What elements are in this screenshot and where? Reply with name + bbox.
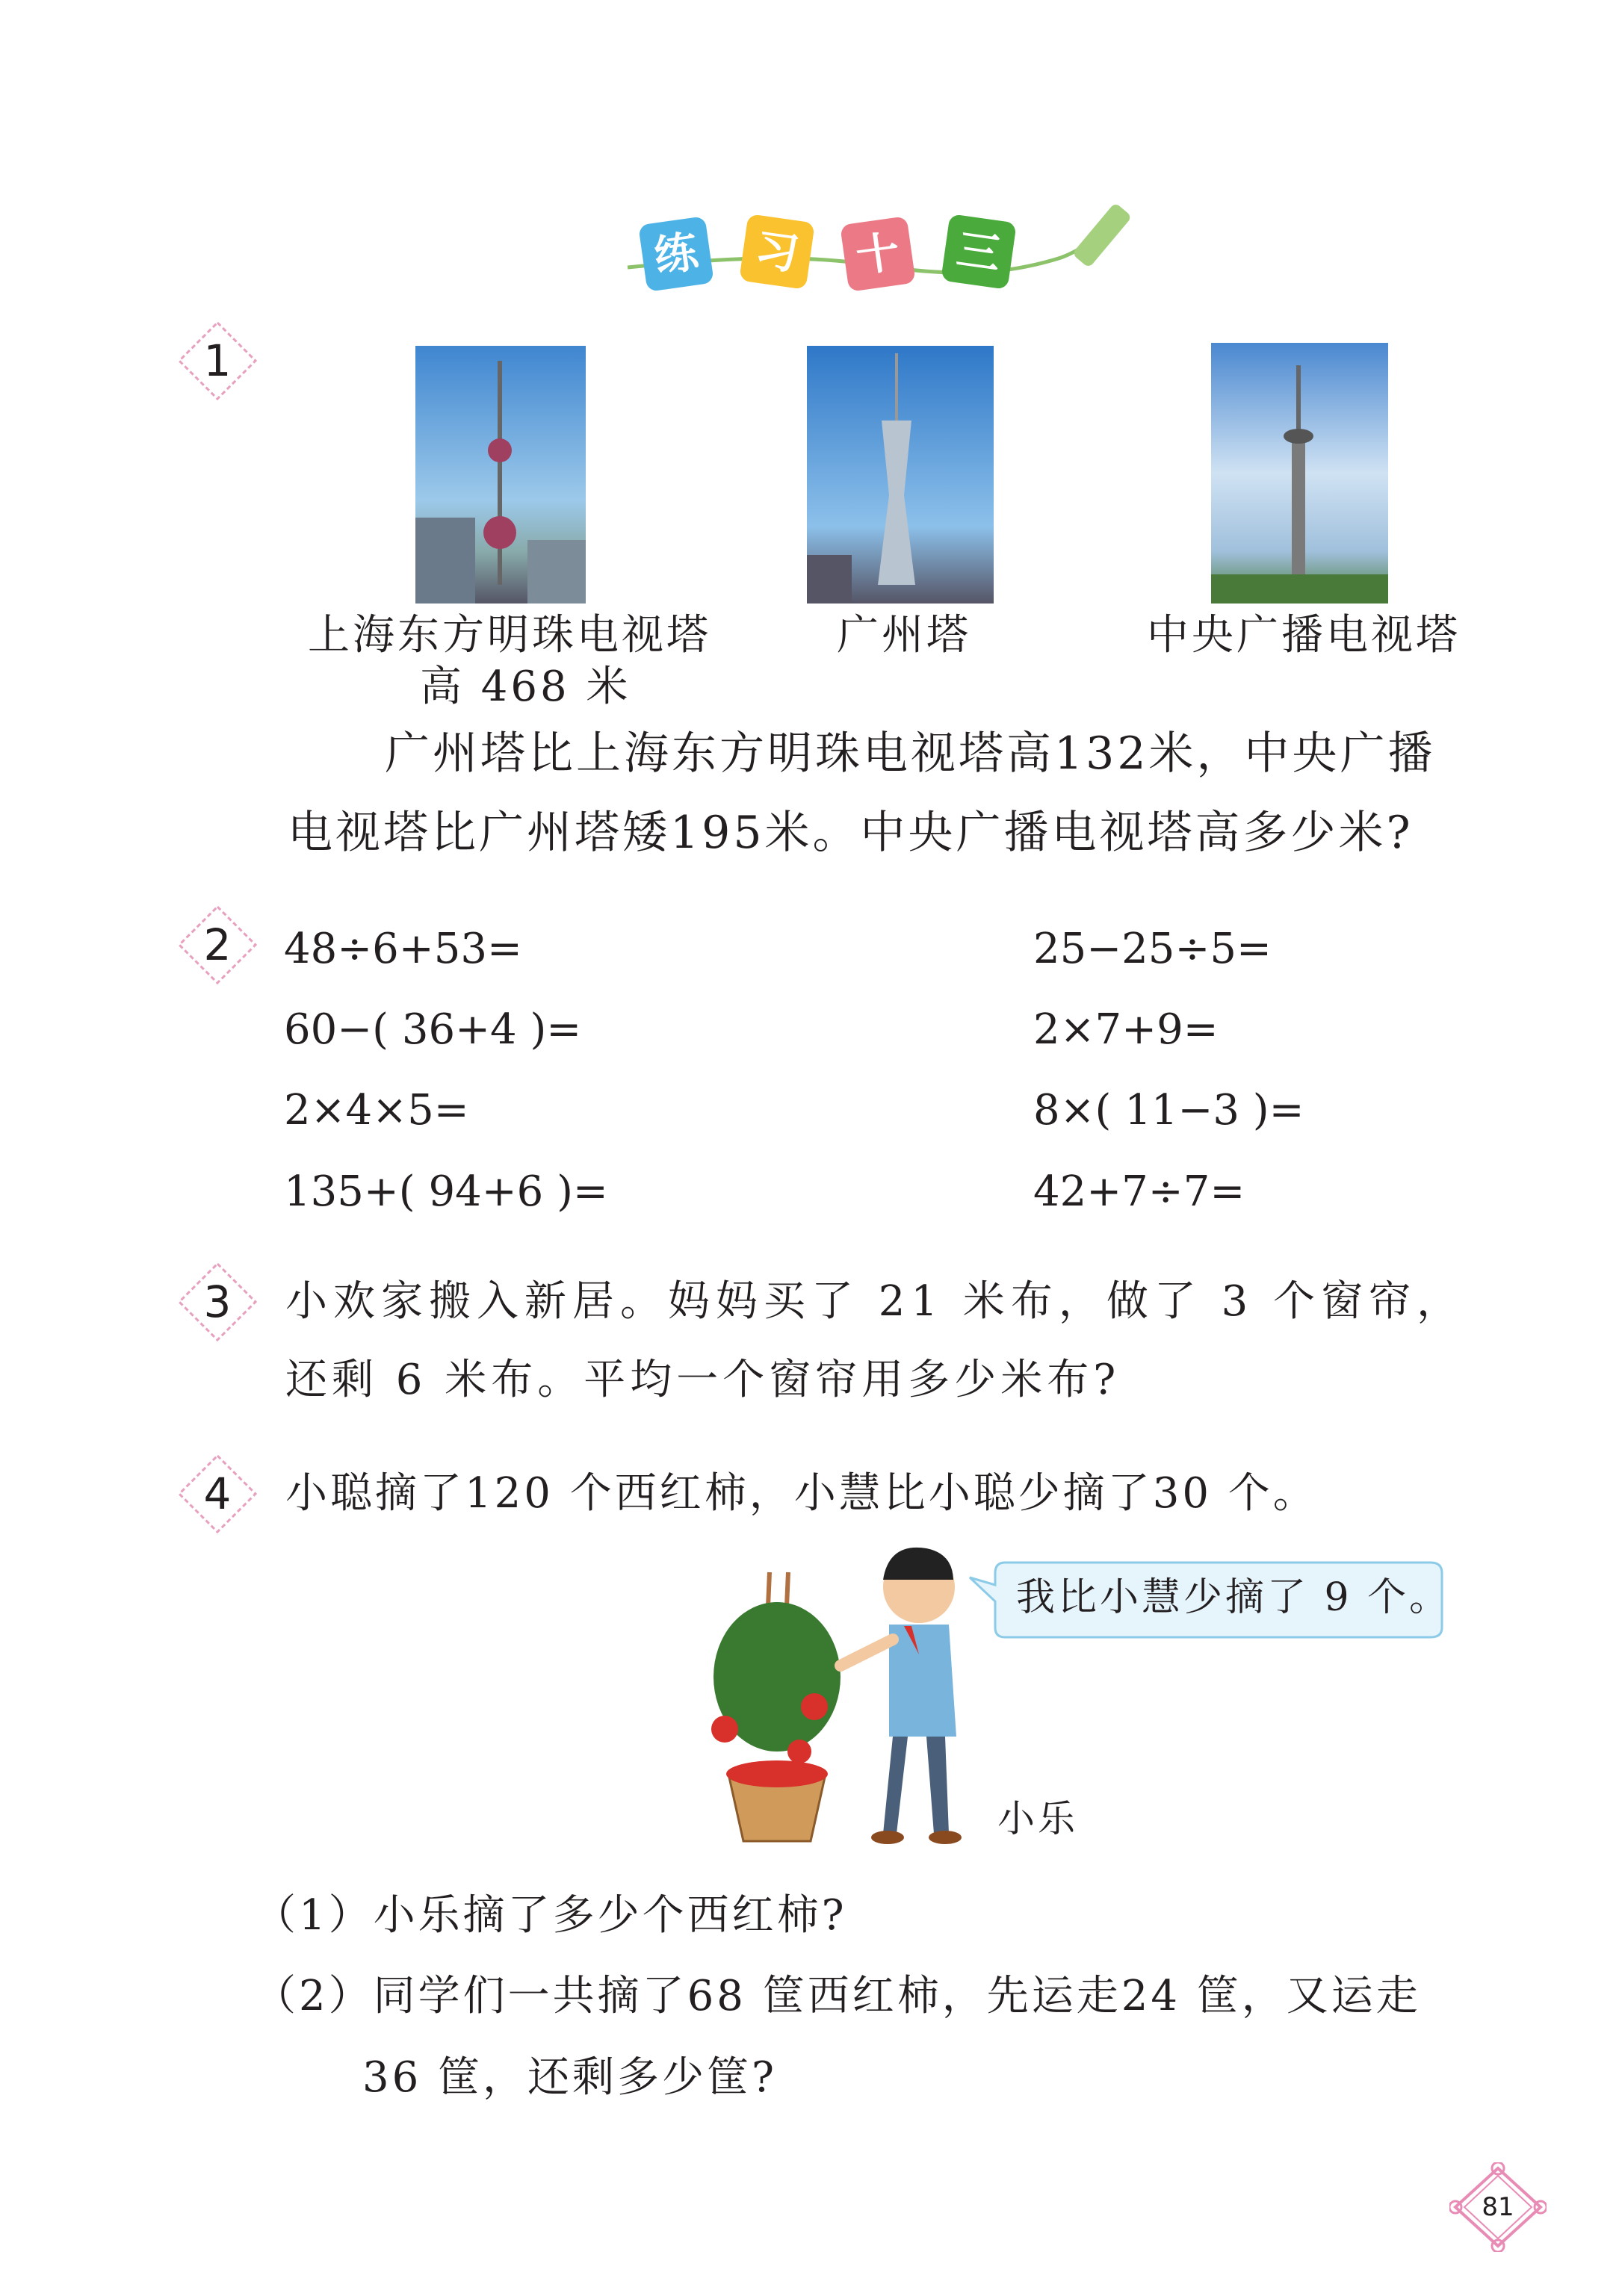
page-number: 81 [1482,2192,1514,2222]
equation: 25−25÷5= [1033,925,1272,973]
tower-caption: 上海东方明珠电视塔 [308,611,711,660]
equation: 60−( 36+4 )= [284,1005,582,1054]
title-char: 练 [638,216,714,292]
question-text: 电视塔比广州塔矮195米。中央广播电视塔高多少米? [288,807,1414,859]
question-number: 4 [203,1468,232,1519]
question-text: 还剩 6 米布。平均一个窗帘用多少米布? [285,1356,1121,1404]
sub-question: （2）同学们一共摘了68 筐西红柿，先运走24 筐，又运走 [254,1972,1421,2020]
speech-bubble [964,1557,1452,1641]
canton-tower-photo [807,346,994,604]
equation: 48÷6+53= [284,925,522,973]
cctv-tower-photo [1211,343,1388,604]
tower-height: 高 468 米 [420,663,631,711]
tower-caption: 中央广播电视塔 [1147,611,1461,660]
oriental-pearl-tower-photo [415,346,586,604]
question-number-badge [176,1453,259,1535]
page-number-badge [1449,2162,1547,2252]
question-number: 3 [203,1276,232,1327]
speech-text: 我比小慧少摘了 9 个。 [1016,1575,1452,1620]
title-char: 习 [739,214,815,290]
question-number-badge [176,904,259,986]
equation: 2×7+9= [1033,1005,1219,1054]
question-number: 1 [203,335,232,386]
question-text: 小欢家搬入新居。妈妈买了 21 米布，做了 3 个窗帘， [285,1277,1465,1326]
equation: 8×( 11−3 )= [1033,1086,1304,1135]
question-number-badge [176,1261,259,1343]
sub-question: 36 筐，还剩多少筐? [362,2053,778,2102]
pencil-icon [1072,202,1133,268]
question-text: 小聪摘了120 个西红柿，小慧比小聪少摘了30 个。 [285,1469,1318,1518]
equation: 42+7÷7= [1033,1167,1245,1216]
question-number-badge [176,320,259,402]
character-label: 小乐 [997,1797,1078,1840]
sub-question: （1）小乐摘了多少个西红柿? [254,1891,847,1940]
title-char: 三 [941,214,1017,290]
title-char: 十 [840,216,916,292]
equation: 135+( 94+6 )= [284,1167,608,1216]
question-text: 广州塔比上海东方明珠电视塔高132米，中央广播 [385,727,1436,780]
question-number: 2 [203,919,232,970]
equation: 2×4×5= [284,1086,469,1135]
tower-caption: 广州塔 [837,611,971,660]
